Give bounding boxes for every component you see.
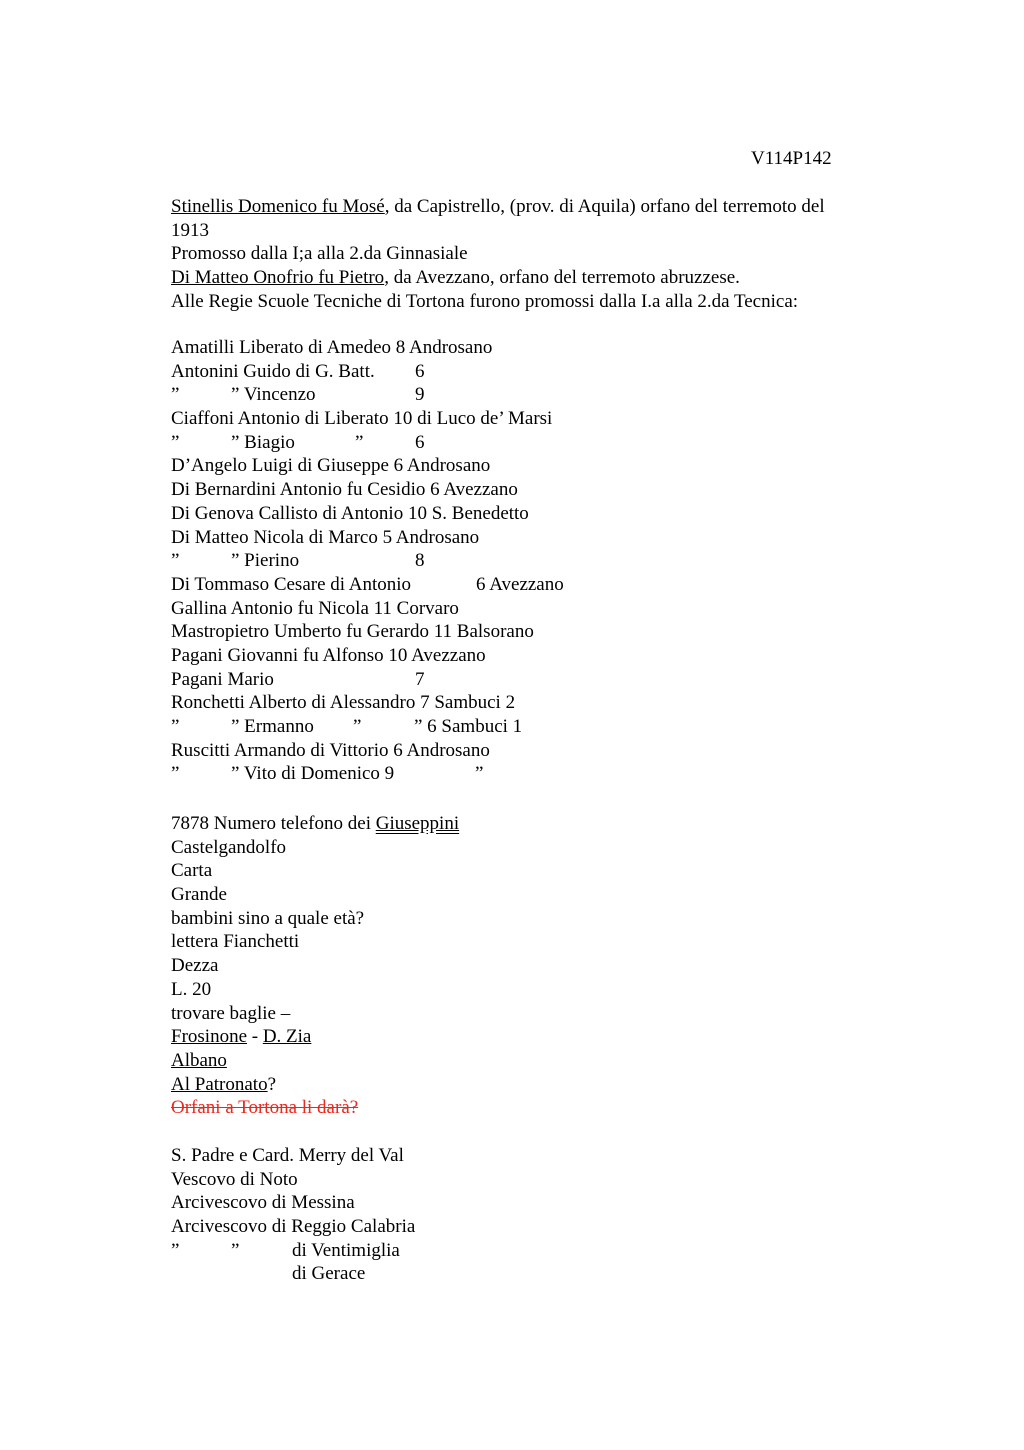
list-item: D’Angelo Luigi di Giuseppe 6 Androsano	[171, 455, 491, 477]
list-item: ” ” Biagio ” 6	[171, 431, 425, 453]
note-line: L. 20	[171, 978, 212, 1000]
recipient-line: Arcivescovo di Reggio Calabria	[171, 1216, 416, 1238]
promotion-line: Promosso dalla I;a alla 2.da Ginnasiale	[171, 243, 468, 265]
list-item: Di Bernardini Antonio fu Cesidio 6 Avezzano	[171, 479, 518, 501]
recipient-line: Vescovo di Noto	[171, 1168, 298, 1190]
note-line: Dezza	[171, 955, 219, 977]
patronato-line: Al Patronato?	[171, 1073, 277, 1095]
entry-detail: , da Avezzano, orfano del terremoto abruzzese.	[384, 267, 740, 289]
entry-year: 1913	[171, 219, 209, 241]
entry-detail: , da Capistrello, (prov. di Aquila) orfano del terremoto del	[384, 196, 825, 217]
entry-di-matteo	[171, 266, 911, 290]
note-line: bambini sino a quale età?	[171, 907, 365, 929]
list-item: Ruscitti Armando di Vittorio 6 Androsano	[171, 739, 490, 761]
recipient-line: S. Padre e Card. Merry del Val	[171, 1145, 404, 1166]
list-item: Di Genova Callisto di Antonio 10 S. Benedetto	[171, 502, 529, 524]
phone-name: Giuseppini	[375, 813, 460, 834]
list-item: Ronchetti Alberto di Alessandro 7 Sambuci 2	[171, 692, 516, 714]
list-item: ” ” Vincenzo 9	[171, 384, 425, 406]
recipient-line: Arcivescovo di Messina	[171, 1192, 355, 1214]
entry-stinellis	[171, 195, 911, 219]
note-line: Castelgandolfo	[171, 836, 287, 858]
list-item: Di Matteo Nicola di Marco 5 Androsano	[171, 526, 480, 548]
list-item: ” ” Pierino 8	[171, 550, 425, 572]
note-line: trovare baglie –	[171, 1002, 291, 1024]
struck-line: Orfani a Tortona li darà?	[171, 1097, 359, 1119]
entry-name: Stinellis Domenico fu Mosé	[171, 196, 385, 217]
phone-note: 7878 Numero telefono dei Giuseppini	[171, 813, 460, 834]
notes-block	[171, 812, 911, 1120]
list-item: Ciaffoni Antonio di Liberato 10 di Luco de’ Marsi	[171, 408, 553, 430]
note-line: lettera Fianchetti	[171, 931, 300, 953]
note-line: Grande	[171, 884, 227, 906]
list-item: ” ” Vito di Domenico 9 ”	[171, 763, 484, 785]
recipient-line: ” ” di Ventimiglia	[171, 1239, 400, 1261]
note-line: Carta	[171, 860, 213, 882]
list-item: Antonini Guido di G. Batt. 6	[171, 360, 425, 382]
page-reference: V114P142	[751, 148, 832, 169]
albano-line: Albano	[171, 1049, 227, 1071]
list-item: Gallina Antonio fu Nicola 11 Corvaro	[171, 597, 459, 619]
frosinone-line: Frosinone - D. Zia	[171, 1026, 312, 1048]
list-item: Di Tommaso Cesare di Antonio 6 Avezzano	[171, 573, 564, 595]
list-item: ” ” Ermanno ” ” 6 Sambuci 1	[171, 716, 523, 737]
recipients-block	[171, 1144, 911, 1286]
entry-name: Di Matteo Onofrio fu Pietro	[171, 267, 385, 289]
list-item: Mastropietro Umberto fu Gerardo 11 Balsorano	[171, 621, 534, 643]
list-item: Pagani Mario 7	[171, 668, 425, 690]
student-list	[171, 336, 911, 786]
list-item: Pagani Giovanni fu Alfonso 10 Avezzano	[171, 644, 486, 666]
intro-block	[171, 195, 911, 313]
recipient-line: di Gerace	[292, 1263, 366, 1285]
list-item: Amatilli Liberato di Amedeo 8 Androsano	[171, 337, 493, 358]
schools-line: Alle Regie Scuole Tecniche di Tortona furono promossi dalla I.a alla 2.da Tecnica:	[171, 290, 799, 312]
